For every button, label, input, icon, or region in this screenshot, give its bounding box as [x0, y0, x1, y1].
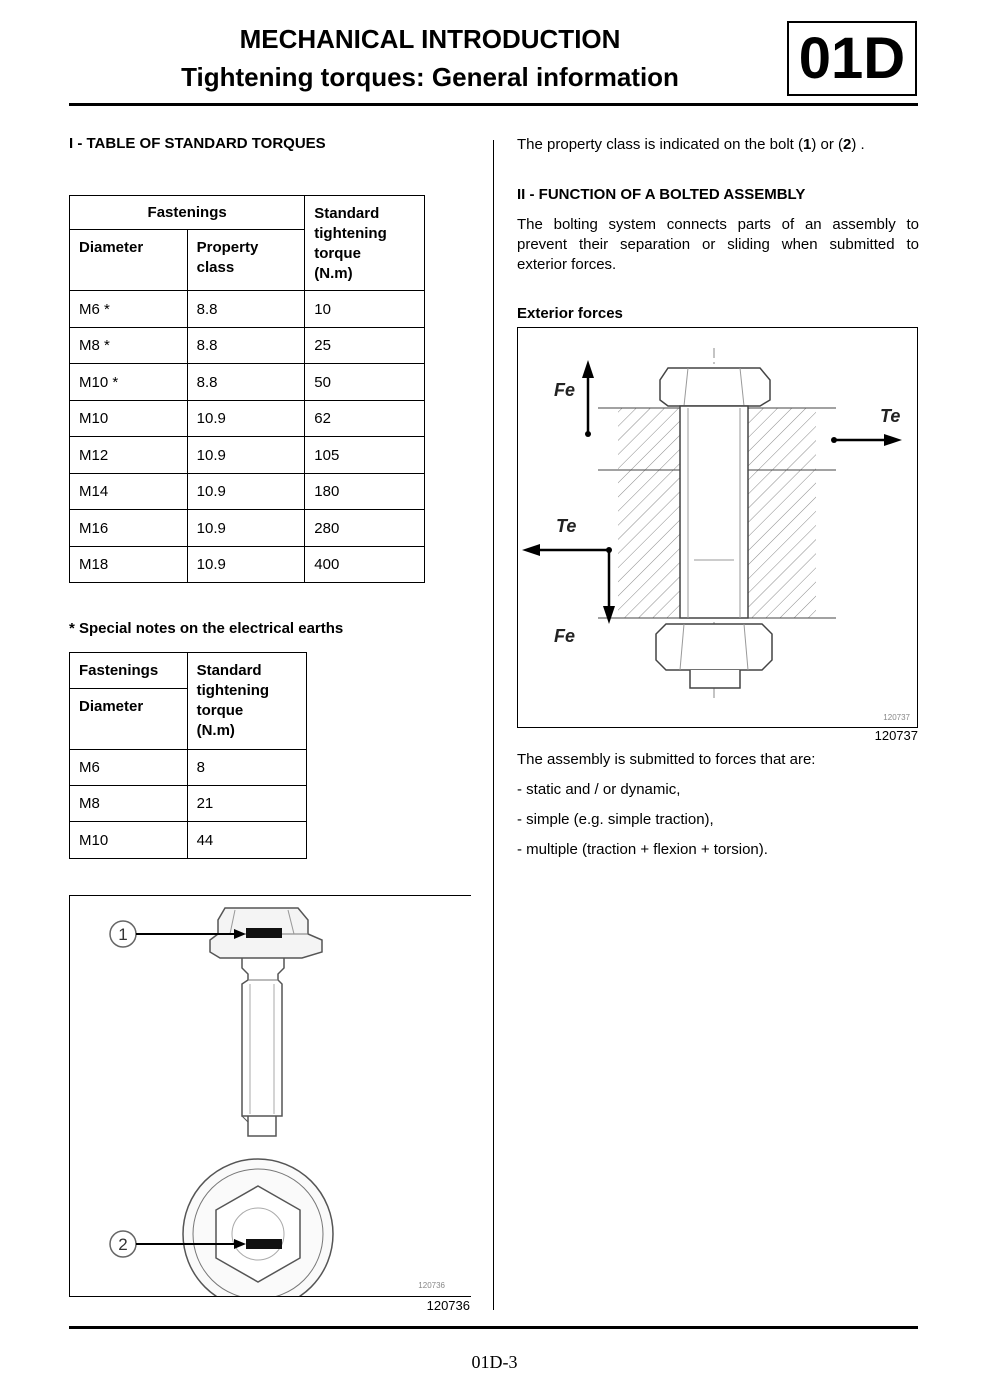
figure-inner-code: 120737	[883, 713, 910, 722]
figure-caption-code: 120736	[426, 1298, 470, 1313]
exterior-forces-drawing	[518, 328, 917, 727]
bullet-item: - simple (e.g. simple traction),	[517, 811, 714, 828]
exterior-forces-title: Exterior forces	[517, 305, 623, 322]
arrow-left-icon	[522, 544, 540, 556]
table-row: M6 * 8.8 10	[70, 291, 425, 328]
page-number: 01D-3	[471, 1352, 518, 1372]
label-fe-top: Fe	[554, 380, 576, 400]
figure-inner-code: 120736	[418, 1281, 445, 1290]
standard-torques-table	[69, 195, 425, 583]
header-rule	[69, 103, 918, 106]
table-row: M10 44	[70, 822, 307, 859]
property-class-header: Property class	[187, 230, 305, 291]
special-notes-title: * Special notes on the electrical earths	[69, 620, 344, 637]
fastenings-header: Fastenings	[70, 653, 188, 689]
column-divider	[493, 140, 494, 1310]
marking-bar-head	[246, 928, 282, 938]
diameter-header: Diameter	[70, 689, 188, 750]
section-code-box: 01D	[787, 21, 917, 96]
bolt-marking-figure	[69, 895, 471, 1297]
exterior-forces-figure	[517, 327, 918, 728]
header-subtitle: Tightening torques: General information	[181, 62, 679, 92]
label-te-left: Te	[556, 516, 577, 536]
table-row: M10 * 8.8 50	[70, 364, 425, 401]
bolt-marking-drawing	[70, 896, 470, 1296]
arrow-up-icon	[582, 360, 594, 378]
section-title-standard-torques: I - TABLE OF STANDARD TORQUES	[69, 135, 326, 152]
label-te-right: Te	[880, 406, 901, 426]
bolting-paragraph: The bolting system connects parts of an assembly to prevent their separation or sliding when submitted to exterior forces.	[517, 216, 919, 273]
bullet-item: - multiple (traction + flexion + torsion).	[517, 841, 768, 858]
table-row: M8 21	[70, 786, 307, 822]
figure-caption-code: 120737	[874, 728, 918, 743]
callout-1-label: 1	[118, 925, 128, 944]
bullet-item: - static and / or dynamic,	[517, 781, 681, 798]
callout-2-label: 2	[118, 1235, 128, 1254]
torque-header: Standard tightening torque (N.m)	[187, 653, 306, 750]
assembly-intro: The assembly is submitted to forces that are:	[517, 751, 816, 768]
fastenings-header: Fastenings	[70, 196, 305, 230]
torque-header: Standard tightening torque (N.m)	[305, 196, 425, 291]
arrow-down-icon	[603, 606, 615, 624]
header-title: MECHANICAL INTRODUCTION	[239, 24, 621, 54]
table-row: M10 10.9 62	[70, 401, 425, 437]
footer-rule	[69, 1326, 918, 1329]
label-fe-bottom: Fe	[554, 626, 576, 646]
table-row: M12 10.9 105	[70, 437, 425, 474]
diameter-header: Diameter	[70, 230, 188, 291]
table-row: M8 * 8.8 25	[70, 328, 425, 364]
table-row: M18 10.9 400	[70, 547, 425, 583]
arrow-right-icon	[884, 434, 902, 446]
marking-bar-end	[246, 1239, 282, 1249]
table-row: M14 10.9 180	[70, 474, 425, 510]
property-class-text: The property class is indicated on the bolt (1) or (2) .	[517, 136, 865, 153]
section-title-bolted-assembly: II - FUNCTION OF A BOLTED ASSEMBLY	[517, 186, 806, 203]
table-row: M16 10.9 280	[70, 510, 425, 547]
table-row: M6 8	[70, 750, 307, 786]
electrical-earths-table	[69, 652, 307, 859]
